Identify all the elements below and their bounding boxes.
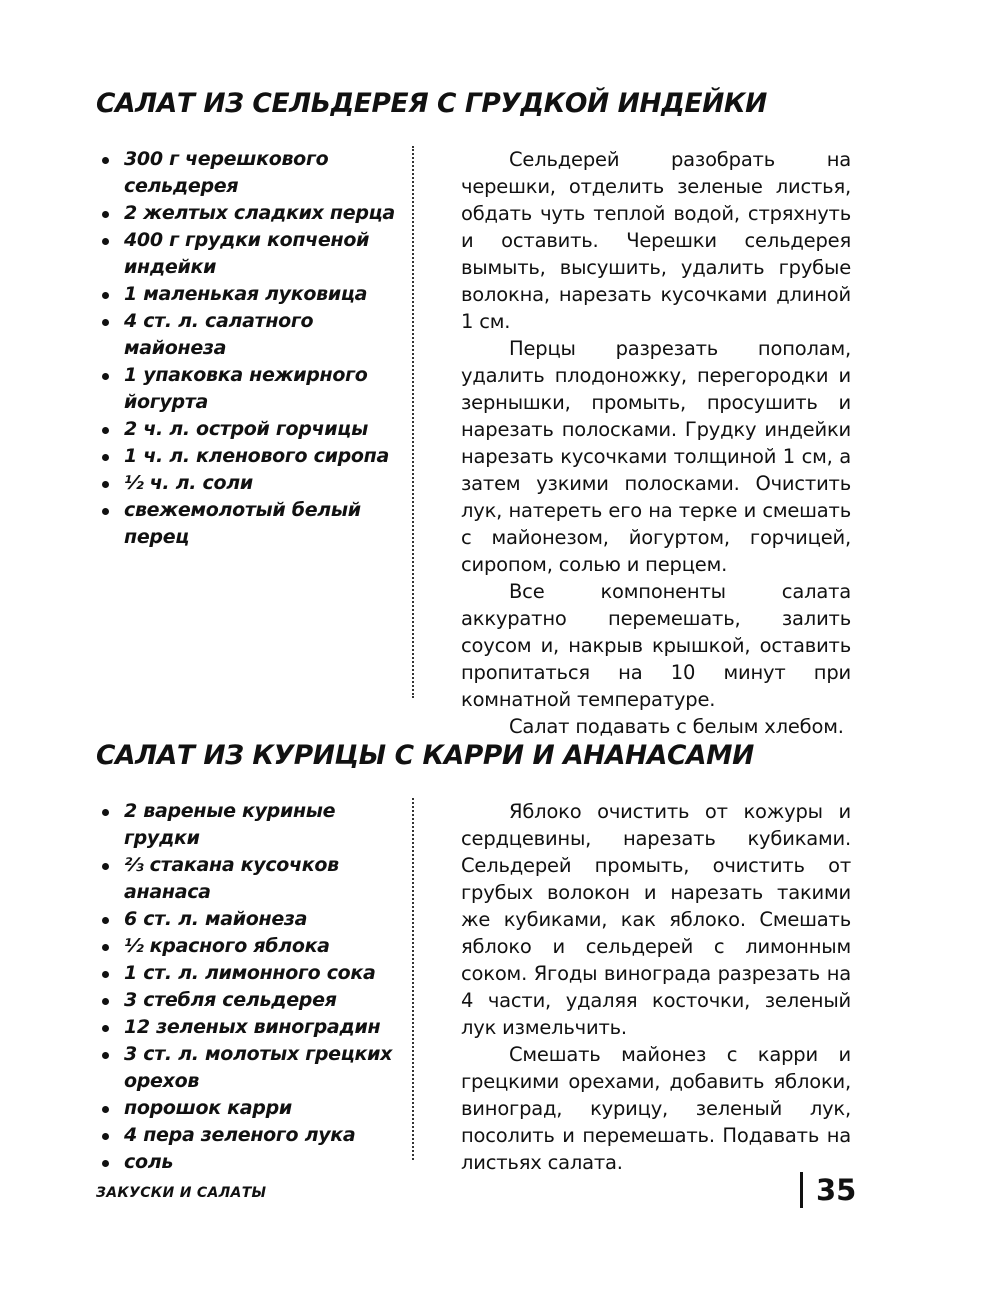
column-divider xyxy=(412,798,414,1160)
column-divider xyxy=(412,146,414,698)
ingredient-item: 1 маленькая луковица xyxy=(96,281,396,308)
ingredients-list xyxy=(96,146,396,551)
recipe-columns xyxy=(96,798,856,1176)
ingredient-item: 6 ст. л. майонеза xyxy=(96,906,396,933)
recipe-columns xyxy=(96,146,856,738)
ingredient-item: 3 ст. л. молотых грецких орехов xyxy=(96,1041,396,1095)
recipe-chicken-curry-pineapple xyxy=(96,738,856,1176)
ingredient-item: 2 вареные куриные грудки xyxy=(96,798,396,852)
method-text xyxy=(461,146,851,740)
ingredient-item: ½ ч. л. соли xyxy=(96,470,396,497)
ingredient-item: 300 г черешкового сельдерея xyxy=(96,146,396,200)
ingredient-item: 2 желтых сладких перца xyxy=(96,200,396,227)
ingredient-item: соль xyxy=(96,1149,396,1176)
ingredient-item: 1 ч. л. кленового сиропа xyxy=(96,443,396,470)
ingredient-item: порошок карри xyxy=(96,1095,396,1122)
page-number: 35 xyxy=(816,1173,857,1207)
ingredient-item: 1 упаковка нежирного йогурта xyxy=(96,362,396,416)
method-paragraph: Смешать майонез с карри и грецкими орехами, добавить яблоки, виноград, курицу, зеленый лук, посолить и перемешать. Подавать на листьях салата. xyxy=(461,1043,851,1174)
ingredient-item: ⅔ стакана кусочков ананаса xyxy=(96,852,396,906)
ingredient-item: свежемолотый белый перец xyxy=(96,497,396,551)
recipe-celery-turkey xyxy=(96,86,856,738)
ingredient-item: ½ красного яблока xyxy=(96,933,396,960)
method-paragraph: Перцы разрезать пополам, удалить плодоножку, перегородки и зернышки, промыть, просушить и нарезать полосками. Грудку индейки нарезать кусочками толщиной 1 см, а затем узкими полосками. Очистить лук, натереть его на терке и смешать с майонезом, йогуртом, горчицей, сиропом, солью и перцем. xyxy=(461,337,851,576)
running-footer-section: ЗАКУСКИ И САЛАТЫ xyxy=(96,1185,267,1201)
ingredient-item: 4 ст. л. салатного майонеза xyxy=(96,308,396,362)
method-paragraph: Салат подавать с белым хлебом. xyxy=(509,715,844,738)
method-paragraph: Все компоненты салата аккуратно перемешать, залить соусом и, накрыв крышкой, оставить пропитаться на 10 минут при комнатной температуре. xyxy=(461,580,851,711)
ingredient-item: 2 ч. л. острой горчицы xyxy=(96,416,396,443)
page-number-bar xyxy=(800,1172,803,1208)
recipe-title: САЛАТ ИЗ КУРИЦЫ С КАРРИ И АНАНАСАМИ xyxy=(96,740,754,771)
ingredient-item: 1 ст. л. лимонного сока xyxy=(96,960,396,987)
ingredient-item: 400 г грудки копченой индейки xyxy=(96,227,396,281)
method-paragraph: Сельдерей разобрать на черешки, отделить зеленые листья, обдать чуть теплой водой, стряхнуть и оставить. Черешки сельдерея вымыть, высушить, удалить грубые волокна, нарезать кусочками длиной 1 см. xyxy=(461,148,851,333)
ingredient-item: 12 зеленых виноградин xyxy=(96,1014,396,1041)
ingredients-list xyxy=(96,798,396,1176)
ingredient-item: 3 стебля сельдерея xyxy=(96,987,396,1014)
recipe-title: САЛАТ ИЗ СЕЛЬДЕРЕЯ С ГРУДКОЙ ИНДЕЙКИ xyxy=(96,88,767,119)
ingredient-item: 4 пера зеленого лука xyxy=(96,1122,396,1149)
method-paragraph: Яблоко очистить от кожуры и сердцевины, нарезать кубиками. Сельдерей промыть, очистить от грубых волокон и нарезать такими же кубиками, как яблоко. Смешать яблоко и сельдерей с лимонным соком. Ягоды винограда разрезать на 4 части, удаляя косточки, зеленый лук измельчить. xyxy=(461,800,851,1039)
method-text xyxy=(461,798,851,1176)
